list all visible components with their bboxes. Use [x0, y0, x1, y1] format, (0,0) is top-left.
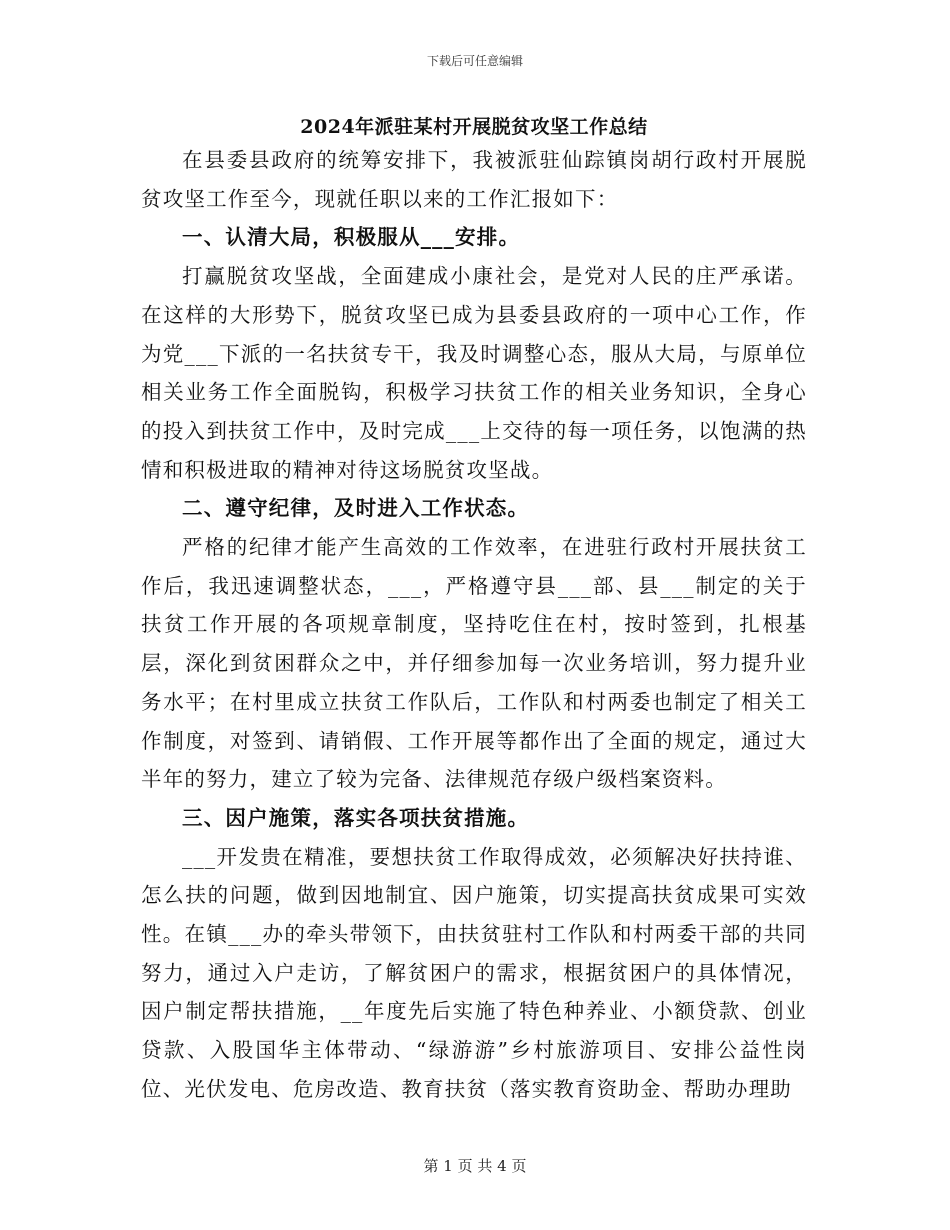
page-number-indicator: 第 1 页 共 4 页: [423, 1157, 527, 1175]
intro-paragraph: 在县委县政府的统筹安排下，我被派驻仙踪镇岗胡行政村开展脱贫攻坚工作至今，现就任职以来的工作汇报如下：: [141, 148, 807, 211]
document-body: [141, 113, 807, 1109]
page-header-note: 下载后可任意编辑: [426, 54, 523, 68]
section-heading-2: 二、遵守纪律，及时进入工作状态。: [182, 496, 530, 521]
section-heading-3: 三、因户施策，落实各项扶贫措施。: [182, 805, 530, 830]
section-1-paragraph: 打赢脱贫攻坚战，全面建成小康社会，是党对人民的庄严承诺。在这样的大形势下，脱贫攻坚已成为县委县政府的一项中心工作，作为党___下派的一名扶贫专干，我及时调整心态，服从大局，与原单位相关业务工作全面脱钩，积极学习扶贫工作的相关业务知识，全身心的投入到扶贫工作中，及时完成___上交待的每一项任务，以饱满的热情和积极进取的精神对待这场脱贫攻坚战。: [141, 264, 807, 482]
document-title: 2024年派驻某村开展脱贫攻坚工作总结: [300, 116, 648, 138]
section-3-paragraph: ___开发贵在精准，要想扶贫工作取得成效，必须解决好扶持谁、怎么扶的问题，做到因地制宜、因户施策，切实提高扶贫成果可实效性。在镇___办的牵头带领下，由扶贫驻村工作队和村两委干部的共同努力，通过入户走访，了解贫困户的需求，根据贫困户的具体情况，因户制定帮扶措施，__年度先后实施了特色种养业、小额贷款、创业贷款、入股国华主体带动、“绿游游”乡村旅游项目、安排公益性岗位、光伏发电、危房改造、教育扶贫（落实教育资助金、帮助办理助: [141, 844, 807, 1101]
section-2-paragraph: 严格的纪律才能产生高效的工作效率，在进驻行政村开展扶贫工作后，我迅速调整状态，___，严格遵守县___部、县___制定的关于扶贫工作开展的各项规章制度，坚持吃住在村，按时签到，扎根基层，深化到贫困群众之中，并仔细参加每一次业务培训，努力提升业务水平；在村里成立扶贫工作队后，工作队和村两委也制定了相关工作制度，对签到、请销假、工作开展等都作出了全面的规定，通过大半年的努力，建立了较为完备、法律规范存级户级档案资料。: [141, 535, 807, 792]
section-heading-1: 一、认清大局，积极服从___安排。: [182, 225, 521, 250]
